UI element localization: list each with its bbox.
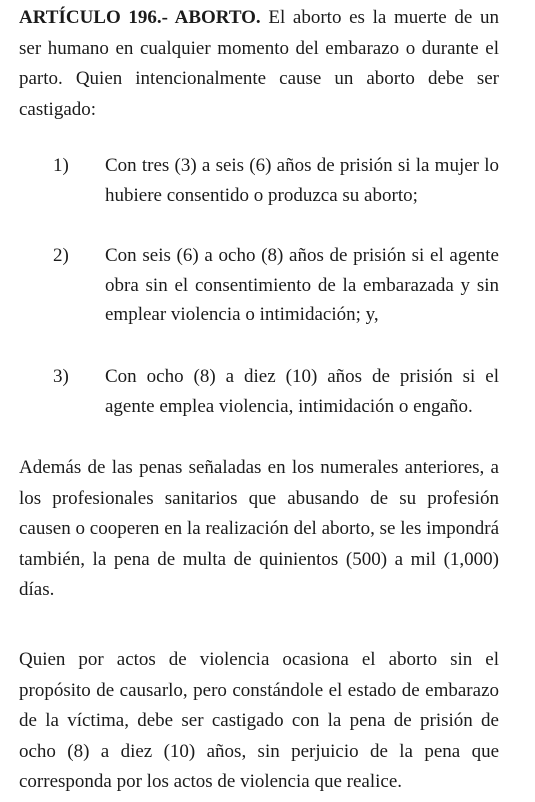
additional-penalty-paragraph: Además de las penas señaladas en los numerales anteriores, a los profesionales sanitarios que abusando de su profesión causen o cooperen en la realización del aborto, se les impondrá también, la pena de multa de quinientos (500) a mil (1,000) días. bbox=[19, 457, 499, 600]
list-item-text: Con ocho (8) a diez (10) años de prisión si el agente emplea violencia, intimidación o engaño. bbox=[105, 366, 499, 417]
list-item-number: 1) bbox=[53, 155, 69, 176]
article-intro-text: El aborto es la muerte de un ser humano en cualquier momento del embarazo o durante el parto. Quien intencionalmente cause un aborto debe ser castigado: bbox=[19, 7, 499, 120]
list-item-text: Con tres (3) a seis (6) años de prisión si la mujer lo hubiere consentido o produzca su aborto; bbox=[105, 155, 499, 206]
article-heading: ARTÍCULO 196.- ABORTO. bbox=[19, 7, 261, 28]
violence-clause-paragraph: Quien por actos de violencia ocasiona el aborto sin el propósito de causarlo, pero constándole el estado de embarazo de la víctima, debe ser castigado con la pena de prisión de ocho (8) a diez (10) años, sin perjuicio de la pena que corresponda por los actos de violencia que realice. bbox=[19, 649, 499, 792]
list-item-number: 3) bbox=[53, 366, 69, 387]
article-intro-paragraph bbox=[19, 3, 499, 125]
list-item-text: Con seis (6) a ocho (8) años de prisión si el agente obra sin el consentimiento de la embarazada y sin emplear violencia o intimidación; y, bbox=[105, 245, 499, 325]
list-item-number: 2) bbox=[53, 245, 69, 266]
